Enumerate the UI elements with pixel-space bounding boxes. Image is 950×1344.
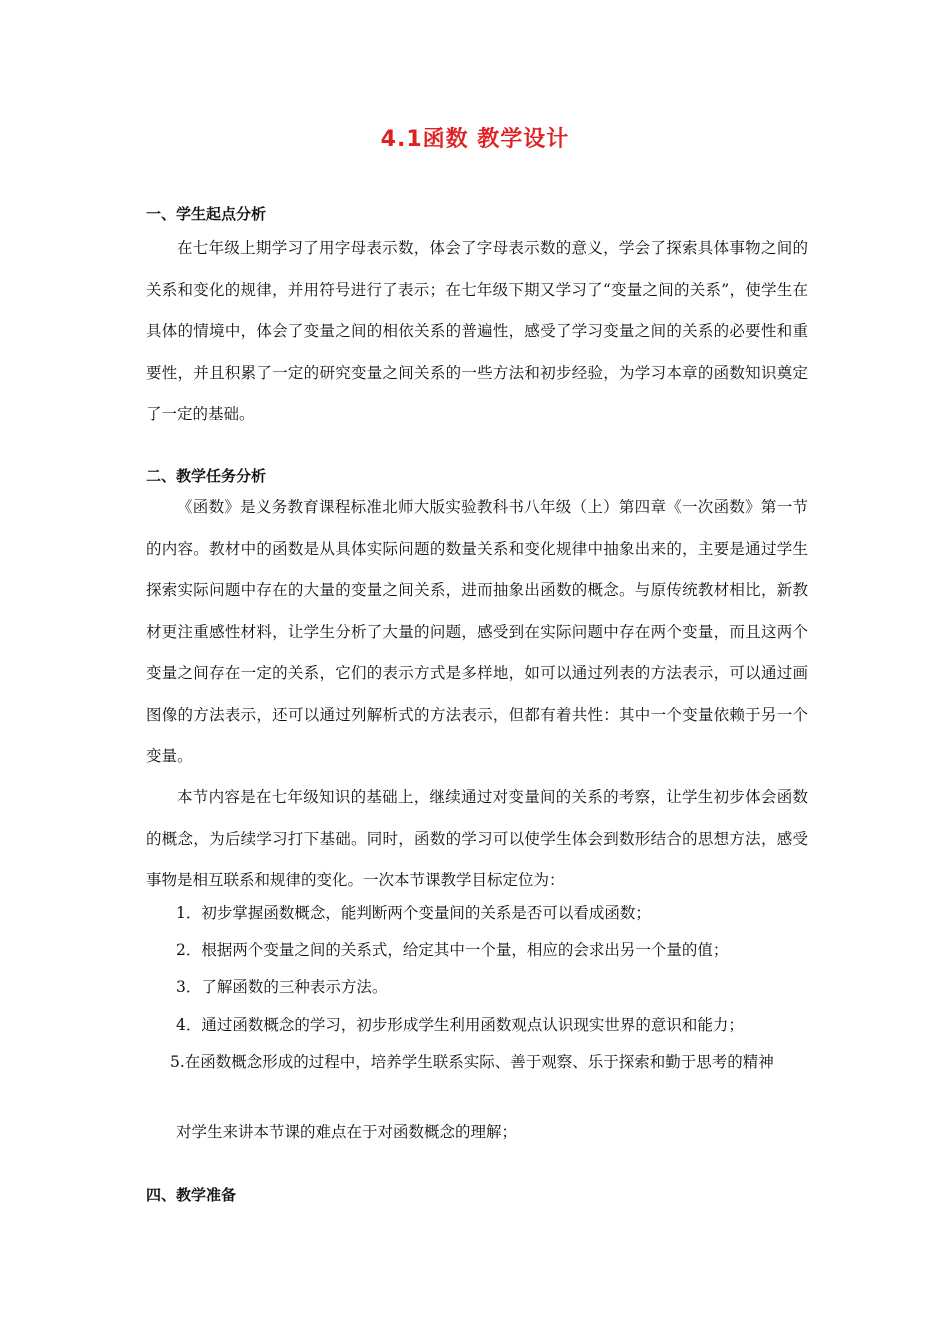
goal-item-5: 5.在函数概念形成的过程中，培养学生联系实际、善于观察、乐于探索和勤于思考的精神 (170, 1053, 774, 1071)
section-heading-preparation: 四、教学准备 (146, 1186, 237, 1204)
goal-item-4: 4．通过函数概念的学习，初步形成学生利用函数观点认识现实世界的意识和能力； (176, 1016, 744, 1034)
goal-item-3: 3．了解函数的三种表示方法。 (176, 978, 388, 996)
section-heading-task-analysis: 二、教学任务分析 (146, 467, 267, 485)
document-title: 4.1函数 教学设计 (380, 127, 570, 152)
section-heading-student-analysis: 一、学生起点分析 (146, 205, 267, 223)
student-analysis-paragraph: 在七年级上期学习了用字母表示数，体会了字母表示数的意义，学会了探索具体事物之间的关系和变化的规律，并用符号进行了表示；在七年级下期又学习了“变量之间的关系”，使学生在具体的情境中，体会了变量之间的相依关系的普遍性，感受了学习变量之间的关系的必要性和重要性，并且积累了一定的研究变量之间关系的一些方法和初步经验，为学习本章的函数知识奠定了一定的基础。 (146, 239, 808, 423)
task-analysis-paragraph-1: 《函数》是义务教育课程标准北师大版实验教科书八年级（上）第四章《一次函数》第一节的内容。教材中的函数是从具体实际问题的数量关系和变化规律中抽象出来的，主要是通过学生探索实际问题中存在的大量的变量之间关系，进而抽象出函数的概念。与原传统教材相比，新教材更注重感性材料，让学生分析了大量的问题，感受到在实际问题中存在两个变量，而且这两个变量之间存在一定的关系，它们的表示方式是多样地，如可以通过列表的方法表示，可以通过画图像的方法表示，还可以通过列解析式的方法表示，但都有着共性：其中一个变量依赖于另一个变量。 (146, 498, 808, 765)
goal-item-1: 1．初步掌握函数概念，能判断两个变量间的关系是否可以看成函数； (176, 904, 651, 922)
goal-item-2: 2．根据两个变量之间的关系式，给定其中一个量，相应的会求出另一个量的值； (176, 941, 729, 959)
difficulty-statement: 对学生来讲本节课的难点在于对函数概念的理解； (176, 1123, 518, 1141)
task-analysis-paragraph-2: 本节内容是在七年级知识的基础上，继续通过对变量间的关系的考察，让学生初步体会函数的概念，为后续学习打下基础。同时，函数的学习可以使学生体会到数形结合的思想方法，感受事物是相互联系和规律的变化。一次本节课教学目标定位为： (146, 788, 808, 889)
